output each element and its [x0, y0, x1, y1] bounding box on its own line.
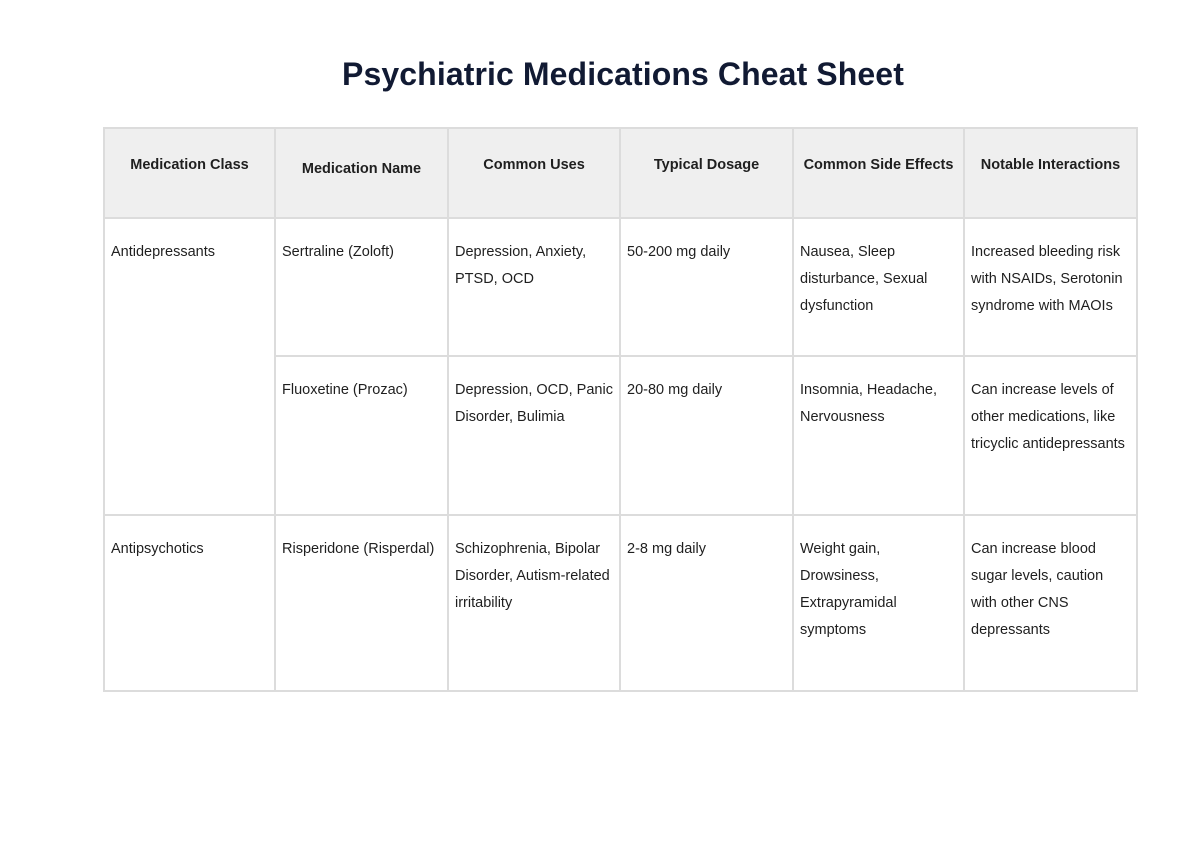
- header-medication-class: Medication Class: [104, 128, 275, 218]
- medication-name-cell: Risperidone (Risperdal): [275, 515, 448, 691]
- common-uses-cell: Depression, Anxiety, PTSD, OCD: [448, 218, 620, 356]
- common-uses-cell: Depression, OCD, Panic Disorder, Bulimia: [448, 356, 620, 515]
- class-cell: Antidepressants: [104, 218, 275, 515]
- medication-name-cell: Sertraline (Zoloft): [275, 218, 448, 356]
- medications-table: [103, 127, 1138, 692]
- table-header-row: [104, 128, 1137, 218]
- interactions-cell: Can increase blood sugar levels, caution with other CNS depressants: [964, 515, 1137, 691]
- typical-dosage-cell: 20-80 mg daily: [620, 356, 793, 515]
- header-common-side-effects: Common Side Effects: [793, 128, 964, 218]
- side-effects-cell: Weight gain, Drowsiness, Extrapyramidal symptoms: [793, 515, 964, 691]
- header-typical-dosage: Typical Dosage: [620, 128, 793, 218]
- typical-dosage-cell: 50-200 mg daily: [620, 218, 793, 356]
- side-effects-cell: Insomnia, Headache, Nervousness: [793, 356, 964, 515]
- side-effects-cell: Nausea, Sleep disturbance, Sexual dysfunction: [793, 218, 964, 356]
- table-row: [104, 218, 1137, 356]
- page-title: Psychiatric Medications Cheat Sheet: [342, 56, 904, 92]
- table-row: [104, 515, 1137, 691]
- medication-name-cell: Fluoxetine (Prozac): [275, 356, 448, 515]
- class-cell: Antipsychotics: [104, 515, 275, 691]
- header-common-uses: Common Uses: [448, 128, 620, 218]
- header-medication-name: Medication Name: [275, 128, 448, 218]
- interactions-cell: Can increase levels of other medications, like tricyclic antidepressants: [964, 356, 1137, 515]
- common-uses-cell: Schizophrenia, Bipolar Disorder, Autism-related irritability: [448, 515, 620, 691]
- header-notable-interactions: Notable Interactions: [964, 128, 1137, 218]
- typical-dosage-cell: 2-8 mg daily: [620, 515, 793, 691]
- interactions-cell: Increased bleeding risk with NSAIDs, Serotonin syndrome with MAOIs: [964, 218, 1137, 356]
